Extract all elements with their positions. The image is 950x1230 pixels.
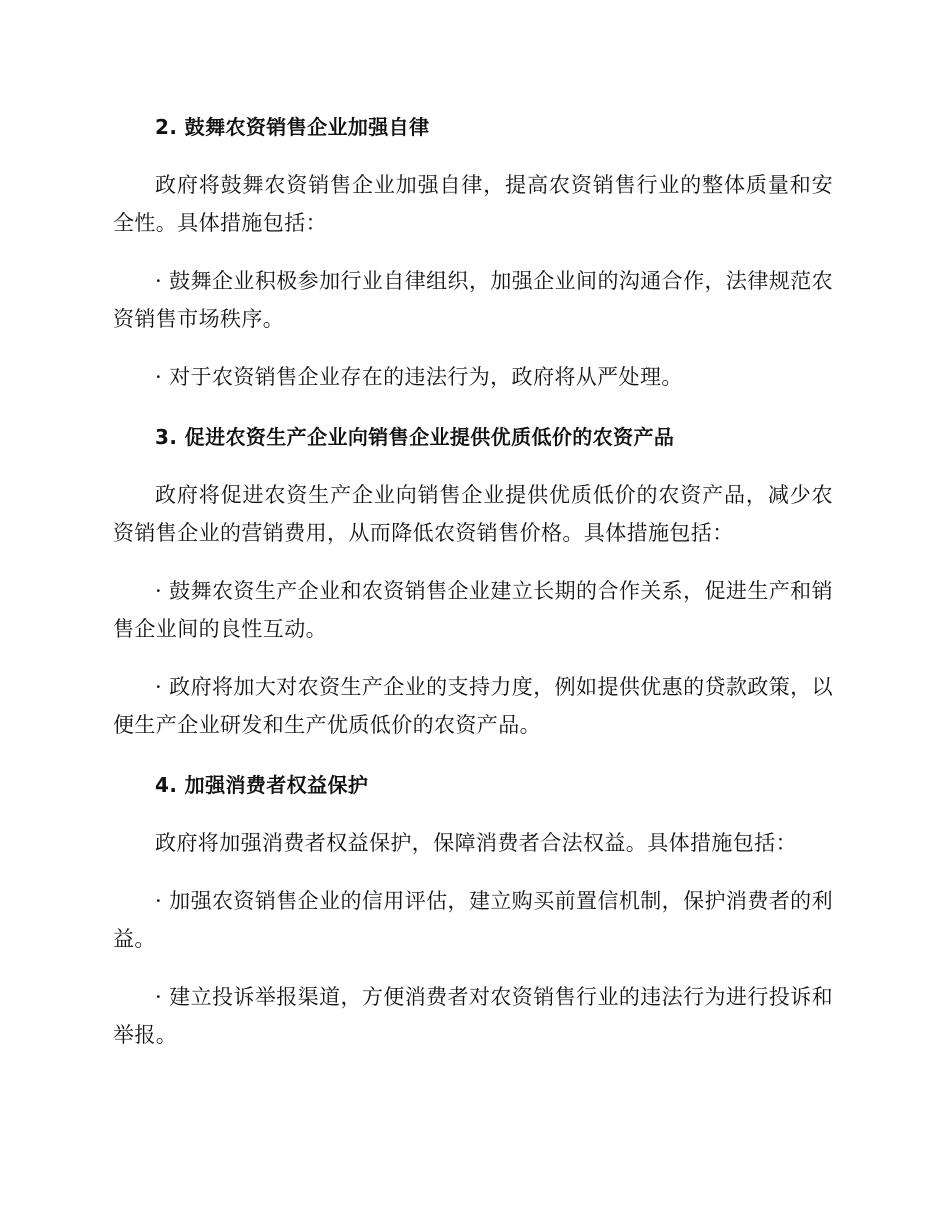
section-heading: 3. 促进农资生产企业向销售企业提供优质低价的农资产品	[155, 425, 675, 449]
bullet-item: · 鼓舞企业积极参加行业自律组织，加强企业间的沟通合作，法律规范农资销售市场秩序。	[113, 269, 833, 331]
bullet-item: · 加强农资销售企业的信用评估，建立购买前置信机制，保护消费者的利益。	[113, 889, 833, 951]
section-heading: 4. 加强消费者权益保护	[155, 773, 369, 797]
section-heading: 2. 鼓舞农资销售企业加强自律	[155, 115, 430, 139]
document-body	[113, 108, 833, 1054]
bullet-item: · 建立投诉举报渠道，方便消费者对农资销售行业的违法行为进行投诉和举报。	[113, 985, 833, 1047]
bullet-item: · 鼓舞农资生产企业和农资销售企业建立长期的合作关系，促进生产和销售企业间的良性互动。	[113, 579, 833, 641]
bullet-item: · 对于农资销售企业存在的违法行为，政府将从严处理。	[155, 365, 683, 389]
section-intro: 政府将鼓舞农资销售企业加强自律，提高农资销售行业的整体质量和安全性。具体措施包括：	[113, 173, 833, 235]
section-intro: 政府将促进农资生产企业向销售企业提供优质低价的农资产品，减少农资销售企业的营销费用，从而降低农资销售价格。具体措施包括：	[113, 483, 833, 545]
bullet-item: · 政府将加大对农资生产企业的支持力度，例如提供优惠的贷款政策，以便生产企业研发和生产优质低价的农资产品。	[113, 675, 833, 737]
section-intro: 政府将加强消费者权益保护，保障消费者合法权益。具体措施包括：	[155, 831, 797, 855]
